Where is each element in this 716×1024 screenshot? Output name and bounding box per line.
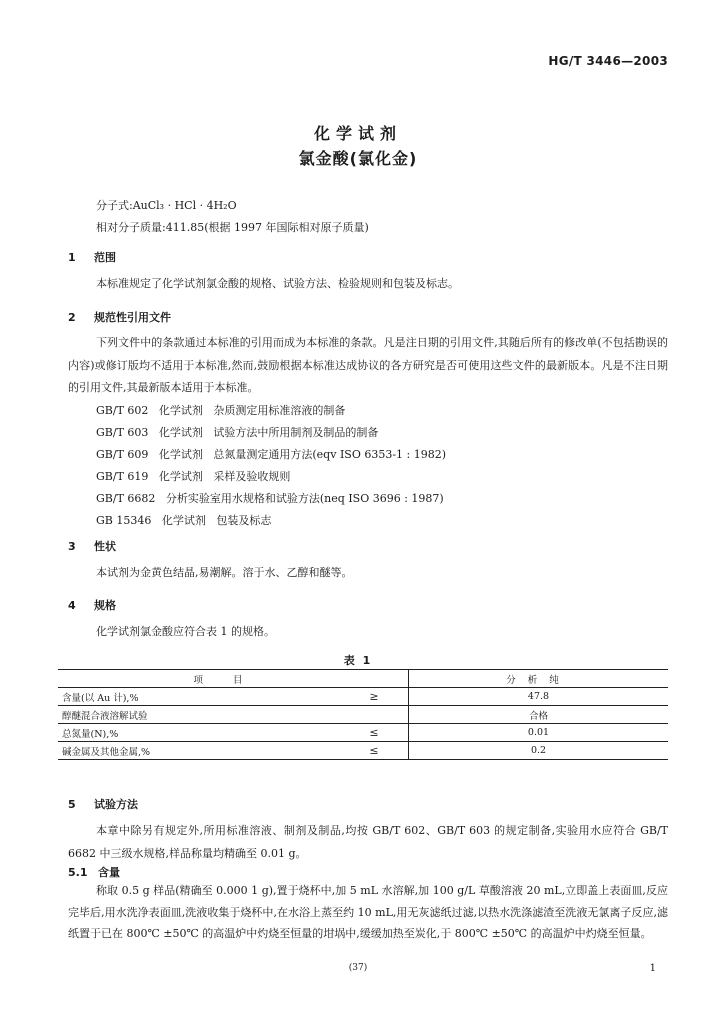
reference-item: GB/T 6682 分析实验室用水规格和试验方法(neq ISO 3696 : 1987) (96, 492, 444, 505)
page-number: 1 (649, 963, 656, 974)
section-number: 5 (68, 798, 76, 811)
section-5-text: 本章中除另有规定外,所用标准溶液、制剂及制品,均按 GB/T 602、GB/T 603 的规定制备,实验用水应符合 GB/T 6682 中三级水规格,样品称量均精确至 0.01 g。 (68, 824, 668, 860)
operator-cell: ≤ (340, 742, 409, 760)
molecular-mass: 相对分子质量:411.85(根据 1997 年国际相对原子质量) (96, 221, 369, 234)
reference-item: GB 15346 化学试剂 包装及标志 (96, 514, 272, 527)
table-row (58, 688, 668, 706)
section-title: 含量 (98, 866, 120, 879)
section-title: 试验方法 (94, 798, 138, 811)
page-label: (37) (348, 963, 368, 973)
section-5-1-text: 称取 0.5 g 样品(精确至 0.000 1 g),置于烧杯中,加 5 mL 水溶解,加 100 g/L 草酸溶液 20 mL,立即盖上表面皿,反应完毕后,用水洗净表面皿,洗液收集于烧杯中,在水浴上蒸至约 10 mL,用无灰滤纸过滤,以热水洗涤滤渣至洗液无氯离子反应,滤纸置于已在 800℃ ±50℃ 的高温炉中灼烧至恒量的坩埚中,缓缓加热至炭化,于 800℃ ±50℃ 的高温炉中灼烧至恒量。 (68, 884, 668, 940)
standard-code: HG/T 3446—2003 (548, 54, 668, 68)
reference-item: GB/T 619 化学试剂 采样及验收规则 (96, 470, 291, 483)
value-cell: 0.01 (409, 724, 669, 742)
column-header-item: 项目 (58, 670, 409, 688)
reference-item: GB/T 603 化学试剂 试验方法中所用制剂及制品的制备 (96, 426, 379, 439)
section-3-text: 本试剂为金黄色结晶,易潮解。溶于水、乙醇和醚等。 (96, 566, 353, 579)
value-cell: 合格 (409, 706, 669, 724)
item-cell: 总氮量(N),% (58, 724, 340, 742)
molecular-formula: 分子式:AuCl₃ · HCl · 4H₂O (96, 199, 237, 212)
item-cell: 含量(以 Au 计),% (58, 688, 340, 706)
section-number: 2 (68, 311, 76, 324)
section-number: 3 (68, 540, 76, 553)
item-cell: 醇醚混合液溶解试验 (58, 706, 340, 724)
item-cell: 碱金属及其他金属,% (58, 742, 340, 760)
operator-cell (340, 706, 409, 724)
section-title: 范围 (94, 251, 116, 264)
document-title: 化学试剂 (313, 124, 402, 143)
section-5-heading (68, 796, 138, 812)
table-caption: 表 1 (343, 654, 373, 667)
section-4-text: 化学试剂氯金酸应符合表 1 的规格。 (96, 625, 275, 638)
section-3-heading (68, 538, 116, 554)
reference-item: GB/T 602 化学试剂 杂质测定用标准溶液的制备 (96, 404, 346, 417)
table-header-row (58, 670, 668, 688)
section-number: 5.1 (68, 866, 88, 879)
section-1-text: 本标准规定了化学试剂氯金酸的规格、试验方法、检验规则和包装及标志。 (96, 277, 459, 290)
section-number: 1 (68, 251, 76, 264)
value-cell: 47.8 (409, 688, 669, 706)
section-title: 规范性引用文件 (94, 311, 171, 324)
section-2-heading (68, 309, 171, 325)
reference-item: GB/T 609 化学试剂 总氮量测定通用方法(eqv ISO 6353-1 : 1982) (96, 448, 447, 461)
section-1-heading (68, 249, 116, 265)
section-2-text: 下列文件中的条款通过本标准的引用而成为本标准的条款。凡是注日期的引用文件,其随后所有的修改单(不包括勘误的内容)或修订版均不适用于本标准,然而,鼓励根据本标准达成协议的各方研究是否可使用这些文件的最新版本。凡是不注日期的引用文件,其最新版本适用于本标准。 (68, 336, 668, 394)
table-row (58, 742, 668, 760)
section-title: 性状 (94, 540, 116, 553)
value-cell: 0.2 (409, 742, 669, 760)
section-5-1-heading (68, 864, 120, 880)
section-number: 4 (68, 599, 76, 612)
section-title: 规格 (94, 599, 116, 612)
operator-cell: ≥ (340, 688, 409, 706)
table-row (58, 724, 668, 742)
specification-table (58, 669, 668, 760)
document-subtitle: 氯金酸(氯化金) (298, 149, 418, 168)
operator-cell: ≤ (340, 724, 409, 742)
column-header-value: 分析纯 (409, 670, 669, 688)
section-4-heading (68, 597, 116, 613)
table-row (58, 706, 668, 724)
